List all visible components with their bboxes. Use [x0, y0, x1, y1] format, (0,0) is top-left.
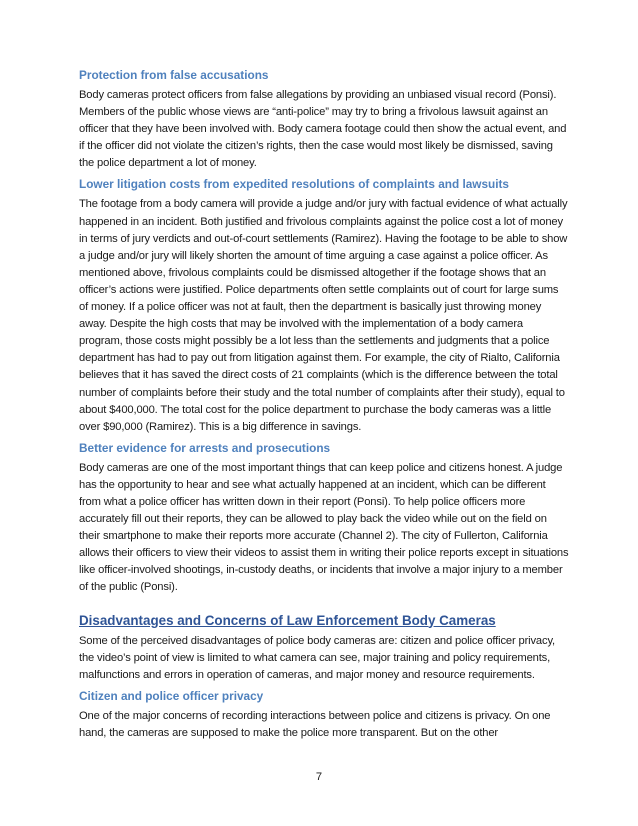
major-heading-disadvantages: Disadvantages and Concerns of Law Enforcement Body Cameras [79, 612, 496, 628]
paragraph-litigation-costs: The footage from a body camera will provide a judge and/or jury with factual evidence of what actually happened in an incident. Both justified and frivolous complaints against the police cost a lot of money in terms of jury verdicts and out-of-court settlements (Ramirez). Having the footage to be able to show a judge and/or jury will likely shorten the amount of time arguing a case against a police officer. As mentioned above, frivolous complaints could be dismissed altogether if the footage shows that an officer’s actions were justified. Police departments often settle complaints out of court for large sums of money. If a police officer was not at fault, then the department is basically just throwing money away. Despite the high costs that may be involved with the implementation of a body camera program, those costs might possibly be a lot less than the settlements and judgments that a police department has had to pay out from litigation against them. For example, the city of Rialto, California believes that it has saved the direct costs of 21 complaints (which is the difference between the total number of complaints before their study and the total number of complaints after their study), equal to about $400,000. The total cost for the police department to purchase the body cameras was a little over $90,000 (Ramirez). This is a big difference in savings. [79, 198, 568, 433]
paragraph-disadvantages: Some of the perceived disadvantages of police body cameras are: citizen and police officer privacy, the video’s point of view is limited to what camera can see, major training and policy requirements, malfunctions and errors in operation of cameras, and major money and resource requirements. [79, 634, 556, 681]
section-heading-false-accusations: Protection from false accusations [79, 68, 269, 82]
section-heading-privacy: Citizen and police officer privacy [79, 688, 264, 703]
page-number: 7 [315, 771, 323, 783]
document-page [79, 68, 569, 742]
section-heading-better-evidence: Better evidence for arrests and prosecutions [79, 440, 331, 455]
section-heading-litigation-costs: Lower litigation costs from expedited resolutions of complaints and lawsuits [79, 177, 509, 192]
paragraph-false-accusations: Body cameras protect officers from false allegations by providing an unbiased visual record (Ponsi). Members of the public whose views are “anti-police” may try to bring a frivolous lawsuit against an officer that they have been involved with. Body camera footage could then show the actual event, and if the officer did not violate the citizen’s rights, then the case would most likely be dismissed, saving the police department a lot of money. [79, 89, 567, 170]
paragraph-privacy: One of the major concerns of recording interactions between police and citizens is privacy. On one hand, the cameras are supposed to make the police more transparent. But on the other [79, 709, 551, 739]
paragraph-better-evidence: Body cameras are one of the most important things that can keep police and citizens honest. A judge has the opportunity to hear and see what actually happened at an incident, which can be different from what a police officer has written down in their report (Ponsi). To help police officers more accurately fill out their reports, they can be allowed to play back the video while out on the field on their smartphone to make their reports more accurate (Channel 2). The city of Fullerton, California allows their officers to view their videos to assist them in writing their police reports except in situations like officer-involved shootings, in-custody deaths, or incidents that involve a major injury to a member of the public (Ponsi). [79, 461, 569, 594]
